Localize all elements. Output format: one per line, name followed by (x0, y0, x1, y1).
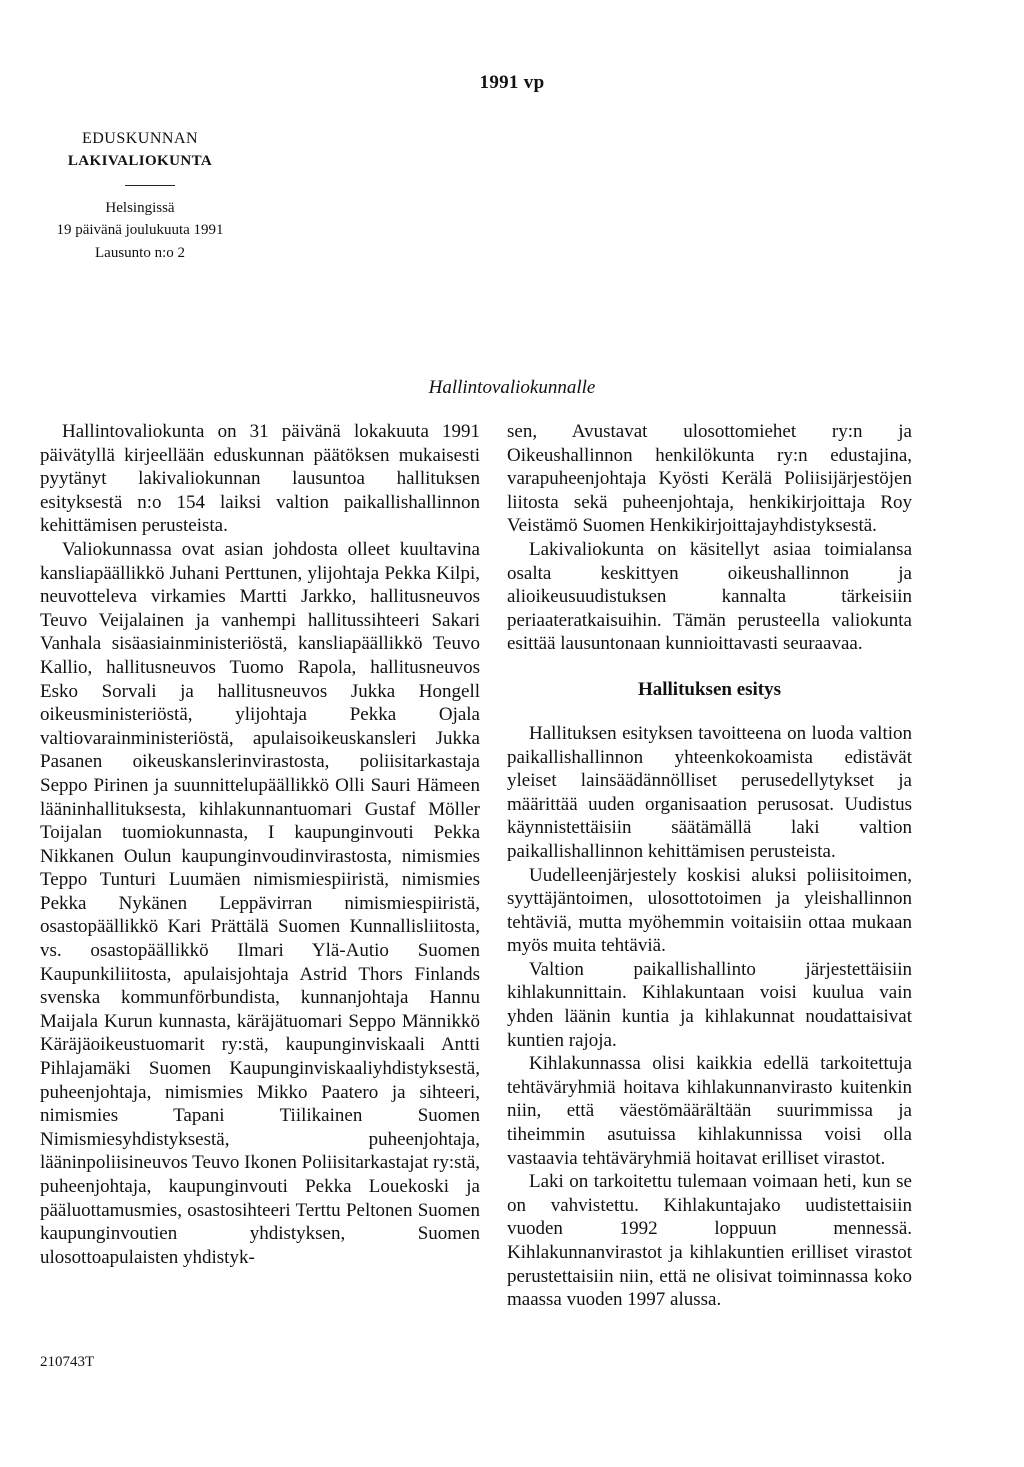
left-column (40, 420, 480, 1269)
paragraph: Lakivaliokunta on käsitellyt asiaa toimialansa osalta keskittyen oikeushallinnon ja alioikeusuudistuksen kannalta tärkeisiin periaateratkaisuihin. Tämän perusteella valiokunta esittää lausuntonaan kunnioittavasti seuraavaa. (507, 538, 912, 655)
paragraph: Kihlakunnassa olisi kaikkia edellä tarkoitettuja tehtäväryhmiä hoitava kihlakunnanvirasto kuitenkin niin, että väestömäärältään suurimmissa ja tiheimmin asutuissa kihlakunnissa voisi olla vastaavia tehtäväryhmiä hoitavat erilliset virastot. (507, 1053, 912, 1169)
place: Helsingissä (105, 200, 175, 216)
date: 19 päivänä joulukuuta 1991 (56, 222, 224, 238)
paragraph: Laki on tarkoitettu tulemaan voimaan heti, kun se on vahvistettu. Kihlakuntajako uudistettaisiin vuoden 1992 loppuun mennessä. Kihlakunnanvirastot ja kihlakuntien erilliset virastot perustettaisiin niin, että ne olisivat toiminnassa koko maassa vuoden 1997 alussa. (507, 1171, 912, 1311)
paragraph: Valtion paikallishallinto järjestettäisiin kihlakunnittain. Kihlakuntaan voisi kuulua vain yhden läänin kuntia ja kihlakunnat noudattaisivat kuntien rajoja. (507, 958, 912, 1051)
header-divider (125, 185, 175, 186)
paragraph: Hallituksen esityksen tavoitteena on luoda valtion paikallishallinnon yhteenkokoamista edistävät yleiset lainsäädännölliset perusedellytykset ja määrittää uuden organisaation perusosat. Uudistus käynnistettäisiin säätämällä laki valtion paikallishallinnon kehittämisen perusteista. (507, 722, 912, 862)
session-label: 1991 vp (479, 72, 545, 93)
committee-name-line2: LAKIVALIOKUNTA (67, 153, 213, 169)
print-code: 210743T (40, 1354, 95, 1370)
committee-name-line1: EDUSKUNNAN (81, 130, 199, 147)
section-heading: Hallituksen esitys (637, 678, 782, 700)
paragraph: Valiokunnassa ovat asian johdosta olleet kuultavina kansliapäällikkö Juhani Perttunen, ylijohtaja Pekka Kilpi, neuvotteleva virkamies Martti Jarkko, hallitusneuvos Teuvo Veijalainen ja vanhempi hallitussihteeri Sakari Vanhala sisäasiainministeriöstä, kansliapäällikkö Teuvo Kallio, hallitusneuvos Tuomo Rapola, hallitusneuvos Esko Sorvali ja hallitusneuvos Jukka Hongell oikeusministeriöstä, ylijohtaja Pekka Ojala valtiovarainministeriöstä, apulaisoikeuskansleri Jukka Pasanen oikeuskanslerinvirastosta, poliisitarkastaja Seppo Pirinen ja suunnittelupäällikkö Olli Sauri Hämeen lääninhallituksesta, kihlakunnantuomari Gustaf Möller Toijalan tuomiokunnasta, I kaupunginvouti Pekka Nikkanen Oulun kaupunginvoudinvirastosta, nimismies Teppo Tunturi Luumäen nimismiespiiristä, nimismies Pekka Nykänen Leppävirran nimismiespiiristä, osastopäällikkö Kari Prättälä Suomen Kunnallisliitosta, vs. osastopäällikkö Ilmari Ylä-Autio Suomen Kaupunkiliitosta, apulaisjohtaja Astrid Thors Finlands svenska kommunförbundista, kunnanjohtaja Hannu Maijala Kurun kunnasta, käräjätuomari Seppo Männikkö Käräjäoikeustuomarit ry:stä, kaupunginviskaali Antti Pihlajamäki Suomen Kaupunginviskaaliyhdistyksestä, puheenjohtaja, nimismies Mikko Paatero ja sihteeri, nimismies Tapani Tiilikainen Suomen Nimismiesyhdistyksestä, puheenjohtaja, lääninpoliisineuvos Teuvo Ikonen Poliisitarkastajat ry:stä, puheenjohtaja, kaupunginvouti Pekka Louekoski ja pääluottamusmies, osastosihteeri Terttu Peltonen Suomen kaupunginvoutien yhdistyksen, Suomen ulosottoapulaisten yhdistyk- (40, 538, 480, 1268)
addressee: Hallintovaliokunnalle (428, 377, 596, 398)
paragraph: Uudelleenjärjestely koskisi aluksi poliisitoimen, syyttäjäntoimen, ulosottotoimen ja yleishallinnon tehtäviä, mutta myöhemmin voitaisiin ottaa mukaan myös muita tehtäviä. (507, 864, 912, 957)
statement-number: Lausunto n:o 2 (95, 245, 185, 261)
right-column (507, 420, 912, 1312)
paragraph-continuation: sen, Avustavat ulosottomiehet ry:n ja Oikeushallinnon henkilökunta ry:n edustajina, varapuheenjohtaja Kyösti Kerälä Poliisijärjestöjen liitosta sekä puheenjohtaja, henkikirjoittaja Roy Veistämö Suomen Henkikirjoittajayhdistyksestä. (507, 421, 912, 537)
paragraph: Hallintovaliokunta on 31 päivänä lokakuuta 1991 päivätyllä kirjeellään eduskunnan päätöksen mukaisesti pyytänyt lakivaliokunnan lausuntoa hallituksen esityksestä n:o 154 laiksi valtion paikallishallinnon kehittämisen perusteista. (40, 421, 480, 537)
